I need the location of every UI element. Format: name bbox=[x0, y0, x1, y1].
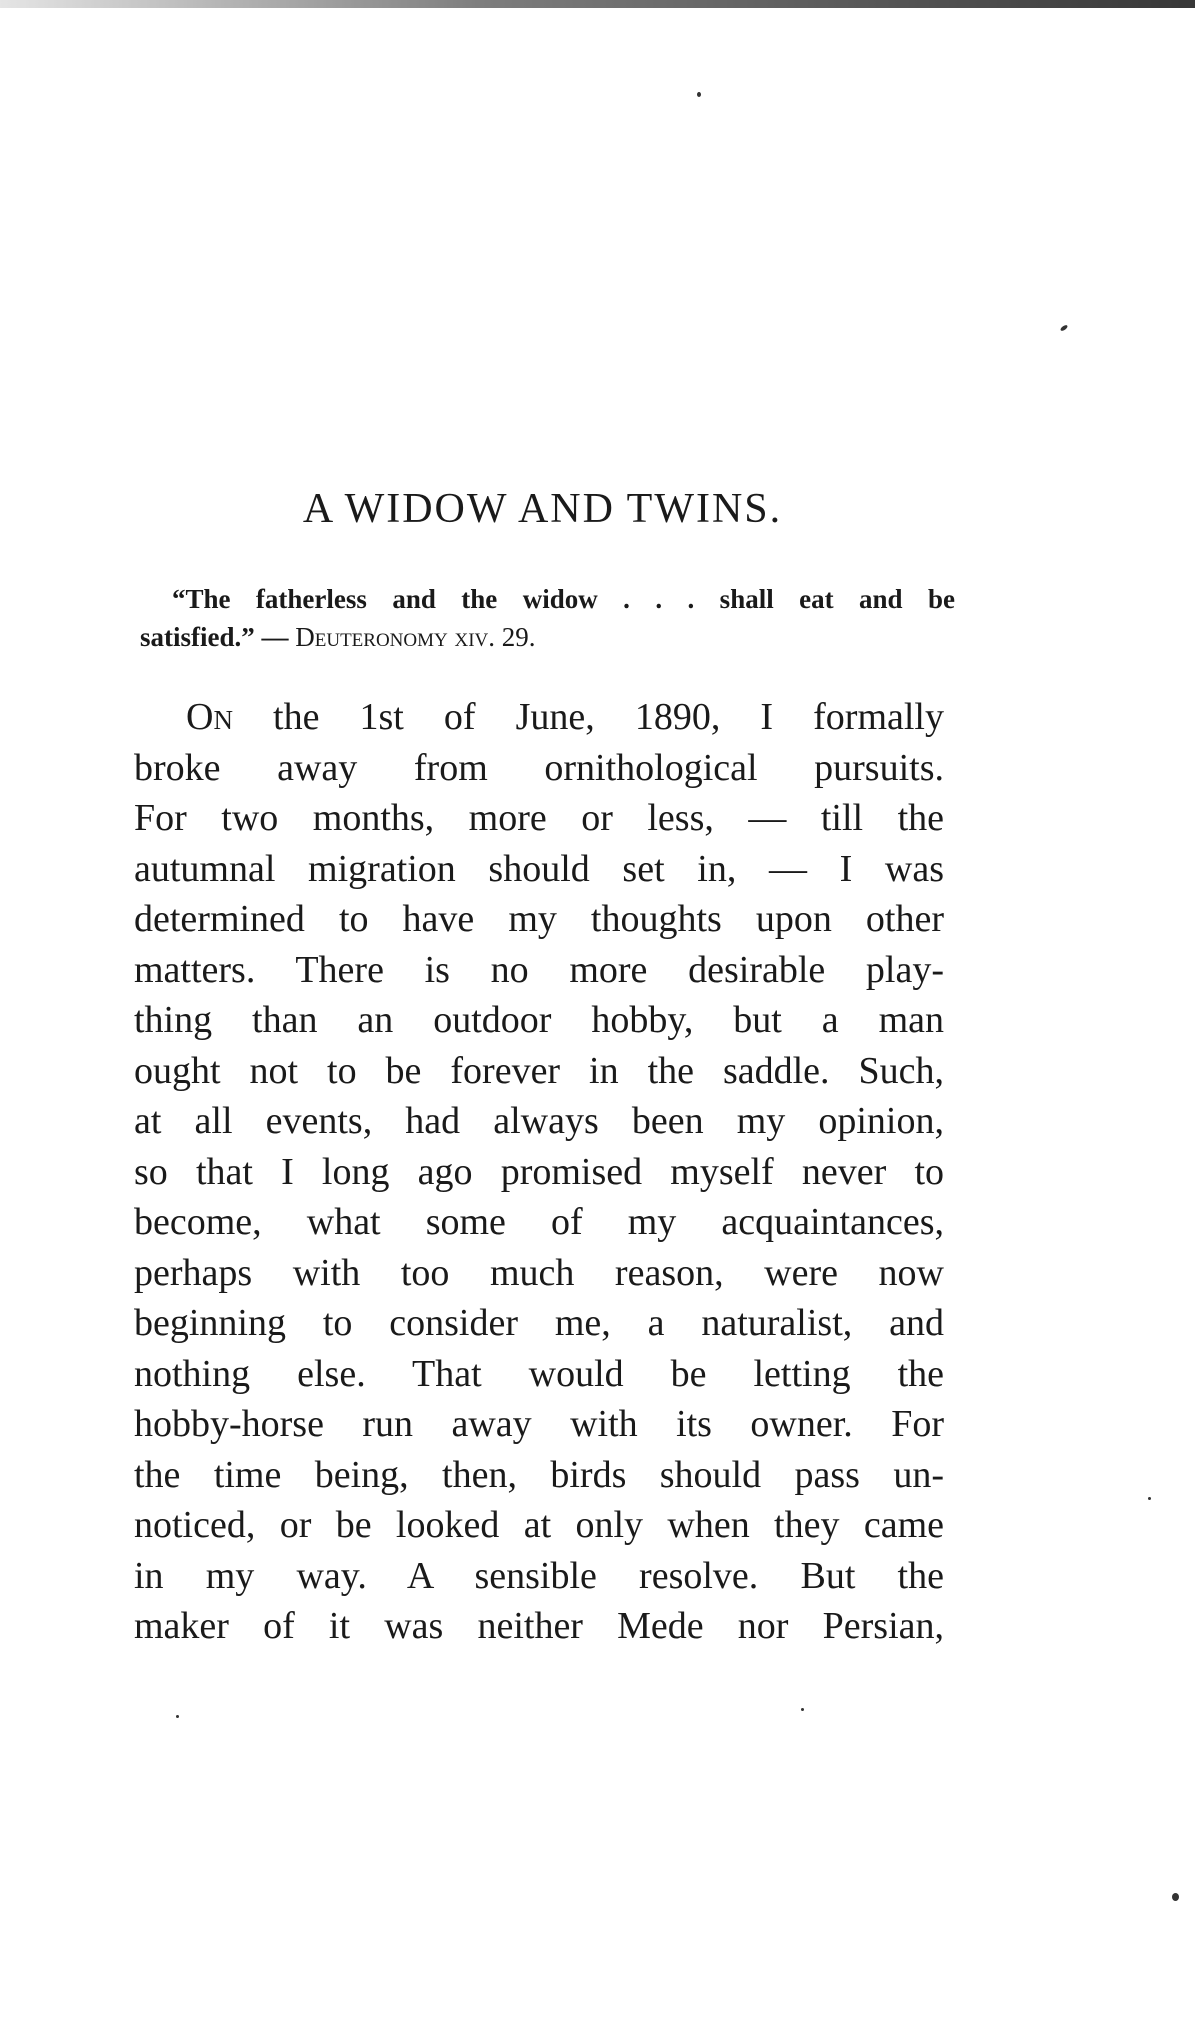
body-line: noticed, or be looked at only when they came bbox=[134, 1504, 944, 1546]
body-line: nothing else. That would be letting the bbox=[134, 1352, 944, 1395]
body-text bbox=[134, 692, 944, 1652]
body-line: at all events, had always been my opinion, bbox=[134, 1100, 944, 1142]
speck bbox=[697, 92, 701, 97]
body-line: the time being, then, birds should pass un- bbox=[134, 1453, 944, 1496]
body-line: thing than an outdoor hobby, but a man bbox=[134, 999, 944, 1041]
epigraph-line: “The fatherless and the widow . . . shall eat and be bbox=[172, 584, 955, 614]
epigraph bbox=[140, 580, 955, 656]
speck bbox=[1148, 1497, 1151, 1500]
body-line: hobby-horse run away with its owner. For bbox=[134, 1403, 944, 1445]
body-line: broke away from ornithological pursuits. bbox=[134, 746, 944, 789]
opening-word: On bbox=[186, 696, 233, 738]
body-line: beginning to consider me, a naturalist, and bbox=[134, 1302, 944, 1344]
epigraph-quote-end: satisfied.” — bbox=[140, 622, 296, 652]
body-line bbox=[134, 692, 944, 743]
body-line: perhaps with too much reason, were now bbox=[134, 1251, 944, 1294]
body-line: For two months, more or less, — till the bbox=[134, 797, 944, 839]
chapter-title: A WIDOW AND TWINS. bbox=[302, 486, 783, 532]
body-line: so that I long ago promised myself never to bbox=[134, 1150, 944, 1193]
body-line: matters. There is no more desirable play- bbox=[134, 948, 944, 991]
speck bbox=[176, 1715, 179, 1718]
scan-edge bbox=[0, 0, 1195, 8]
body-line: become, what some of my acquaintances, bbox=[134, 1201, 944, 1243]
body-line-text: the 1st of June, 1890, I formally bbox=[232, 696, 944, 738]
speck bbox=[1060, 324, 1069, 332]
epigraph-line bbox=[140, 618, 955, 656]
body-line: ought not to be forever in the saddle. Such, bbox=[134, 1049, 944, 1092]
body-line: in my way. A sensible resolve. But the bbox=[134, 1554, 944, 1597]
body-line: autumnal migration should set in, — I was bbox=[134, 847, 944, 890]
body-line: maker of it was neither Mede nor Persian, bbox=[134, 1605, 944, 1647]
body-line: determined to have my thoughts upon other bbox=[134, 898, 944, 940]
speck bbox=[801, 1708, 804, 1711]
epigraph-source: Deuteronomy xiv. 29. bbox=[295, 622, 536, 652]
speck bbox=[1172, 1893, 1179, 1901]
